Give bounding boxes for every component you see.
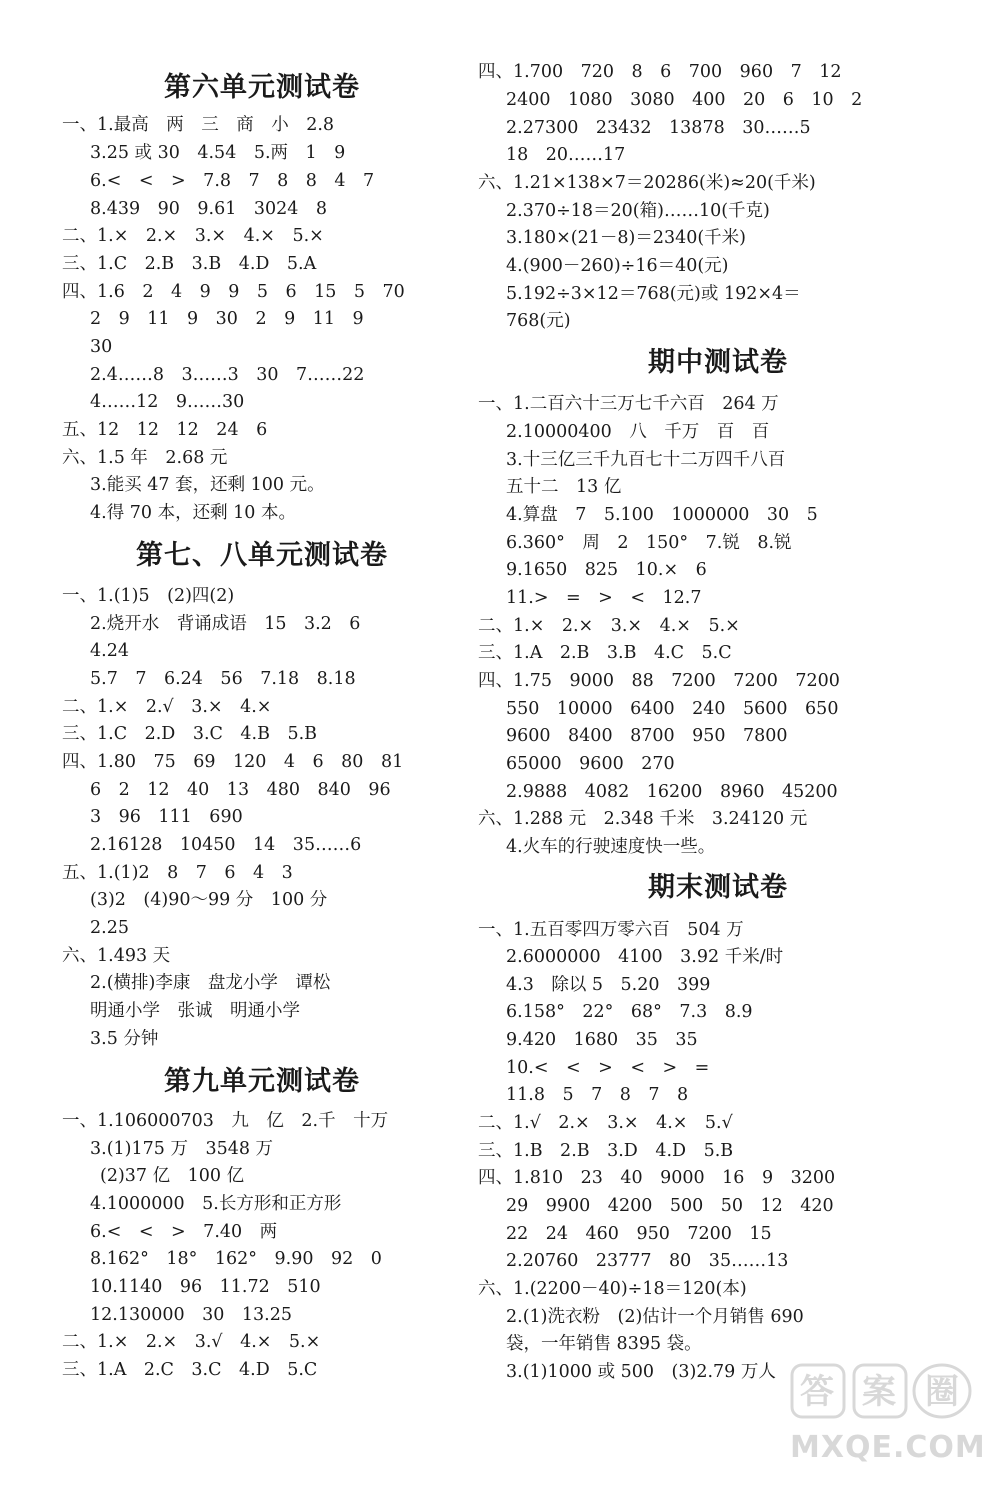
answer-line: 二、1.× 2.× 3.× 4.× 5.× (478, 616, 740, 636)
answer-line: 四、1.80 75 69 120 4 6 80 81 (62, 752, 404, 772)
answer-line: 10.< < > < > = (506, 1058, 710, 1078)
answer-line: (3)2 (4)90～99 分 100 分 (90, 890, 328, 910)
svg-text:MXQE.COM: MXQE.COM (790, 1430, 982, 1465)
answer-line: 9600 8400 8700 950 7800 (506, 726, 788, 746)
answer-line: (2)37 亿 100 亿 (100, 1166, 245, 1186)
answer-line: 三、1.B 2.B 3.D 4.D 5.B (478, 1141, 734, 1161)
answer-line: 三、1.A 2.B 3.B 4.C 5.C (478, 643, 732, 663)
answer-line: 2.27300 23432 13878 30……5 (506, 118, 811, 138)
answer-line: 3.十三亿三千九百七十二万四千八百 (506, 450, 786, 470)
answer-line: 2.16128 10450 14 35……6 (90, 835, 362, 855)
answer-line: 一、1.最高 两 三 商 小 2.8 (62, 115, 335, 135)
answer-line: 3.25 或 30 4.54 5.两 1 9 (90, 143, 346, 163)
answer-line: 6.< < > 7.40 两 (90, 1222, 278, 1242)
answer-line: 二、1.× 2.× 3.√ 4.× 5.× (62, 1332, 321, 1352)
answer-line: 一、1.(1)5 (2)四(2) (62, 586, 235, 606)
answer-line: 三、1.C 2.D 3.C 4.B 5.B (62, 724, 318, 744)
answer-line: 4.火车的行驶速度快一些。 (506, 837, 716, 857)
answer-line: 2.9888 4082 16200 8960 45200 (506, 782, 838, 802)
watermark-logo-icon (782, 1357, 982, 1477)
answer-line: 四、1.75 9000 88 7200 7200 7200 (478, 671, 840, 691)
answer-line: 8.162° 18° 162° 9.90 92 0 (90, 1249, 382, 1269)
answer-line: 3.5 分钟 (90, 1029, 159, 1049)
answer-line: 二、1.× 2.× 3.× 4.× 5.× (62, 226, 324, 246)
section-title-unit9: 第九单元测试卷 (164, 1066, 360, 1097)
answer-line: 六、1.5 年 2.68 元 (62, 448, 228, 468)
answer-line: 袋，一年销售 8395 袋。 (506, 1334, 702, 1354)
answer-line: 11.> = > < 12.7 (506, 588, 702, 608)
answer-line: 9.420 1680 35 35 (506, 1030, 698, 1050)
answer-line: 2.10000400 八 千万 百 百 (506, 422, 770, 442)
answer-line: 6.158° 22° 68° 7.3 8.9 (506, 1002, 753, 1022)
answer-line: 四、1.6 2 4 9 9 5 6 15 5 70 (62, 282, 405, 302)
answer-line: 五、12 12 12 24 6 (62, 420, 268, 440)
answer-line: 22 24 460 950 7200 15 (506, 1224, 772, 1244)
answer-line: 768(元) (506, 311, 571, 331)
answer-line: 2 9 11 9 30 2 9 11 9 (90, 309, 364, 329)
answer-line: 2.(1)洗衣粉 (2)估计一个月销售 690 (506, 1307, 804, 1327)
answer-line: 2.25 (90, 918, 129, 938)
svg-text:答: 答 (800, 1372, 834, 1412)
answer-line: 4.1000000 5.长方形和正方形 (90, 1194, 342, 1214)
answer-line: 六、1.(2200－40)÷18＝120(本) (478, 1279, 747, 1299)
answer-line: 2.20760 23777 80 35……13 (506, 1251, 789, 1271)
answer-line: 5.192÷3×12＝768(元)或 192×4＝ (506, 284, 801, 304)
answer-line: 2.(横排)李康 盘龙小学 谭松 (90, 973, 331, 993)
answer-line: 11.8 5 7 8 7 8 (506, 1085, 689, 1105)
svg-text:案: 案 (862, 1372, 896, 1412)
answer-line: 4.3 除以 5 5.20 399 (506, 975, 711, 995)
answer-line: 6 2 12 40 13 480 840 96 (90, 780, 391, 800)
svg-text:圈: 圈 (925, 1372, 959, 1412)
answer-line: 六、1.288 元 2.348 千米 3.24120 元 (478, 809, 808, 829)
answer-line: 明通小学 张诚 明通小学 (90, 1001, 300, 1021)
answer-line: 五十二 13 亿 (506, 477, 622, 497)
answer-line: 4.算盘 7 5.100 1000000 30 5 (506, 505, 818, 525)
answer-line: 4.24 (90, 641, 129, 661)
answer-line: 3.(1)1000 或 500 (3)2.79 万人 (506, 1362, 776, 1382)
answer-line: 六、1.21×138×7＝20286(米)≈20(千米) (478, 173, 816, 193)
answer-line: 3 96 111 690 (90, 807, 243, 827)
section-title-unit6: 第六单元测试卷 (164, 72, 360, 103)
answer-line: 一、1.二百六十三万七千六百 264 万 (478, 394, 779, 414)
answer-line: 四、1.810 23 40 9000 16 9 3200 (478, 1168, 836, 1188)
answer-line: 29 9900 4200 500 50 12 420 (506, 1196, 834, 1216)
answer-line: 三、1.C 2.B 3.B 4.D 5.A (62, 254, 317, 274)
answer-line: 3.(1)175 万 3548 万 (90, 1139, 274, 1159)
answer-line: 12.130000 30 13.25 (90, 1305, 293, 1325)
answer-line: 10.1140 96 11.72 510 (90, 1277, 321, 1297)
answer-line: 4……12 9……30 (90, 392, 245, 412)
answer-line: 4.得 70 本，还剩 10 本。 (90, 503, 296, 523)
answer-line: 3.能买 47 套，还剩 100 元。 (90, 475, 325, 495)
answer-line: 4.(900－260)÷16＝40(元) (506, 256, 729, 276)
answer-line: 四、1.700 720 8 6 700 960 7 12 (478, 62, 842, 82)
answer-line: 30 (90, 337, 113, 357)
answer-line: 2400 1080 3080 400 20 6 10 2 (506, 90, 863, 110)
answer-line: 6.< < > 7.8 7 8 8 4 7 (90, 171, 375, 191)
answer-line: 550 10000 6400 240 5600 650 (506, 699, 839, 719)
answer-line: 二、1.√ 2.× 3.× 4.× 5.√ (478, 1113, 733, 1133)
answer-line: 2.6000000 4100 3.92 千米/时 (506, 947, 784, 967)
answer-line: 5.7 7 6.24 56 7.18 8.18 (90, 669, 356, 689)
answer-line: 2.4……8 3……3 30 7……22 (90, 365, 365, 385)
answer-line: 三、1.A 2.C 3.C 4.D 5.C (62, 1360, 318, 1380)
answer-line: 6.360° 周 2 150° 7.锐 8.锐 (506, 533, 792, 553)
section-title-midterm: 期中测试卷 (648, 347, 788, 378)
answer-line: 六、1.493 天 (62, 946, 171, 966)
section-title-unit7-8: 第七、八单元测试卷 (136, 540, 388, 571)
watermark-logo (782, 1357, 982, 1477)
section-title-final: 期末测试卷 (648, 872, 788, 903)
answer-line: 9.1650 825 10.× 6 (506, 560, 707, 580)
answer-line: 五、1.(1)2 8 7 6 4 3 (62, 863, 293, 883)
answer-line: 二、1.× 2.√ 3.× 4.× (62, 697, 272, 717)
answer-line: 一、1.106000703 九 亿 2.千 十万 (62, 1111, 389, 1131)
answer-line: 8.439 90 9.61 3024 8 (90, 199, 328, 219)
answer-line: 一、1.五百零四万零六百 504 万 (478, 920, 744, 940)
answer-line: 18 20……17 (506, 145, 626, 165)
answer-line: 3.180×(21－8)＝2340(千米) (506, 228, 747, 248)
answer-line: 2.烧开水 背诵成语 15 3.2 6 (90, 614, 361, 634)
answer-line: 65000 9600 270 (506, 754, 675, 774)
answer-line: 2.370÷18＝20(箱)……10(千克) (506, 201, 770, 221)
